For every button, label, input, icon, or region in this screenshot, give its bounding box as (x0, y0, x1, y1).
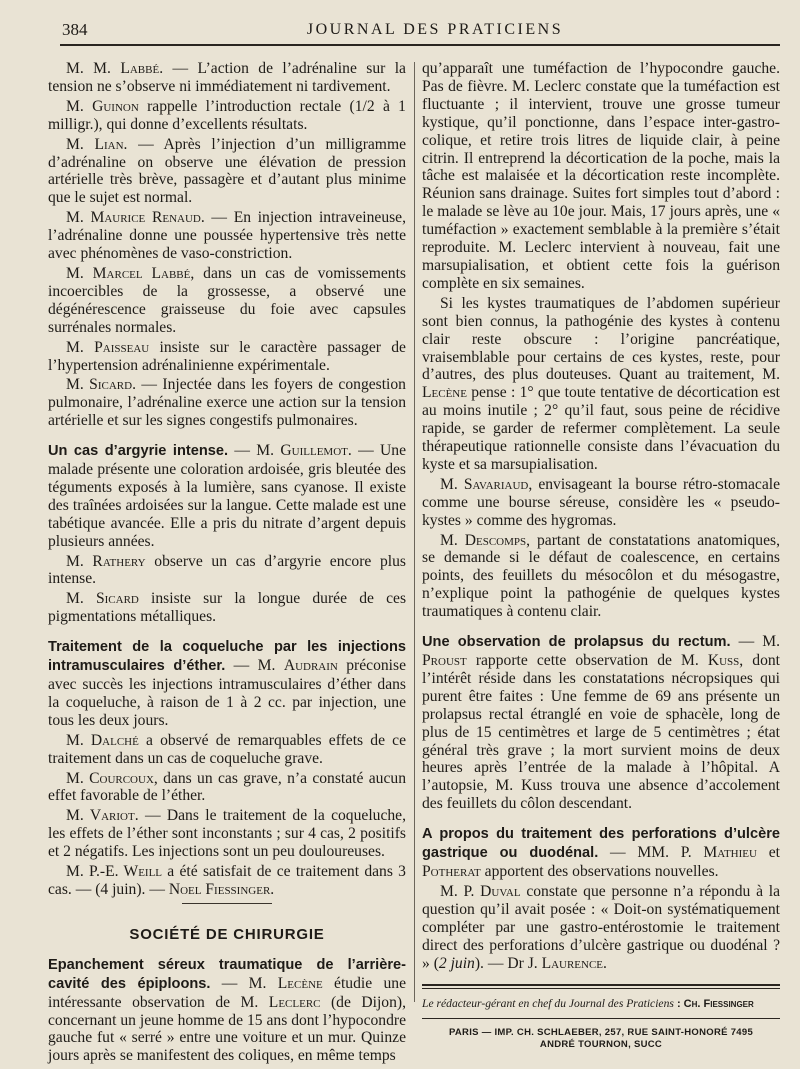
editor-line: Le rédacteur-gérant en chef du Journal des Praticiens : Ch. Fiessinger (422, 997, 754, 1011)
author-signature: Noel Fiessinger. (168, 880, 275, 898)
date: 2 juin (438, 954, 475, 972)
article-title: Un cas d’argyrie intense. (48, 443, 229, 460)
paragraph: M. Descomps, partant de constatations anatomiques, se demande si le défaut de coalescence, en certains points, des feuillets du mésocôlon et du mésogastre, n’explique point la pathogénie de quelques kystes traumatiques à contenu clair. (422, 531, 780, 621)
speaker-name: M. Rathery (66, 552, 146, 570)
speaker-name: M. Savariaud, (440, 475, 533, 493)
printer-imprint: PARIS — IMP. CH. SCHLAEBER, 257, RUE SAINT-HONORÉ 7495 ANDRÉ TOURNON, SUCC (448, 1027, 754, 1051)
paragraph: M. Guinon rappelle l’introduction rectale (1/2 à 1 milligr.), qui donne d’excellents résultats. (48, 97, 406, 133)
speaker-name: Lecène (277, 974, 323, 992)
speaker-name: M. P. Duval (440, 882, 521, 900)
section-title: SOCIÉTÉ DE CHIRURGIE (129, 925, 325, 943)
paragraph: M. Maurice Renaud. — En injection intraveineuse, l’adrénaline donne une poussée hypertensive très nette avec phénomènes de vaso-constriction. (48, 209, 406, 263)
paragraph: M. Rathery observe un cas d’argyrie encore plus intense. (48, 552, 406, 588)
article-title: A propos du traitement des perforations d’ulcère gastrique ou duodénal. (422, 826, 780, 862)
speaker-name: Mathieu (703, 844, 757, 862)
column-divider (414, 62, 415, 1002)
paragraph: M. Lian. — Après l’injection d’un milligramme d’adrénaline on observe une élévation de pression artérielle très brève, passagère et d’autant plus minime que le sujet est normal. (48, 135, 406, 207)
paragraph: qu’apparaît une tuméfaction de l’hypocondre gauche. Pas de fièvre. M. Leclerc constate que la tuméfaction est fluctuante ; il intervient, trouve une grosse tumeur kystique, qu’il ponctionne, dans l’espace inter-gastro-colique, et retire trois litres de liquide clair, à peine citrin. Il entreprend la décortication de la poche, mais la tâche est malaisée et la décortication reste incomplète. Réunion sans drainage. Suites fort simples tout d’abord : le malade se lève au 10e jour. Mais, 17 jours après, une « tuméfaction » exactement semblable à la première s’était reproduite. M. Leclerc intervient à nouveau, fait une marsupialisation, et obtient cette fois la guérison complète en six semaines. (422, 60, 780, 292)
separator-rule (182, 903, 272, 904)
speaker-name: Kuss, (707, 652, 744, 669)
speaker-name: M. Lian. (66, 135, 128, 153)
paragraph: M. Courcoux, dans un cas grave, n’a constaté aucun effet favorable de l’éther. (48, 769, 406, 805)
paragraph: M. M. Labbé. — L’action de l’adrénaline sur la tension ne s’observe ni immédiatement ni tardivement. (48, 60, 406, 95)
article-title: Une observation de prolapsus du rectum. (422, 634, 731, 651)
paragraph: M. Dalché a observé de remarquables effets de ce traitement dans un cas de coqueluche grave. (48, 731, 406, 767)
speaker-name: M. Sicard (66, 590, 139, 608)
article-paragraph: Traitement de la coqueluche par les injections intramusculaires d’éther. — M. Audrain préconise avec succès les injections intramusculaires d’éther dans la coqueluche, à raison de 1 à 2 cc. par injection, une tous les deux jours. (48, 639, 406, 729)
speaker-name: M. Marcel Labbé, (66, 264, 195, 282)
editor-name: : Ch. Fiessinger (673, 998, 754, 1011)
speaker-name: M. Courcoux, (66, 769, 158, 787)
speaker-name: Guillemot. (280, 442, 352, 460)
header-rule (60, 44, 780, 46)
paragraph: M. Sicard. — Injectée dans les foyers de congestion pulmonaire, l’adrénaline exerce une action sur la tension artérielle et sur les signes congestifs pulmonaires. (48, 376, 406, 430)
speaker-name: M. Descomps, (440, 531, 531, 549)
speaker-name: M. Variot. (66, 807, 139, 825)
speaker-name: Audrain (283, 657, 338, 675)
journal-name: Journal des Praticiens (568, 997, 674, 1011)
article-paragraph: Un cas d’argyrie intense. — M. Guillemot. — Une malade présente une coloration ardoisée, gris bleutée des téguments exposés à la lumière, sans cyanose. Il existe des traînées ardoisées sur la langue. Cette malade est une tabétique avancée. Elle a pris du nitrate d’argent depuis plusieurs années. (48, 442, 406, 550)
speaker-name: Potherat (422, 862, 481, 880)
article-title: Traitement de la coqueluche par les injections intramusculaires d’éther. (48, 639, 406, 675)
paragraph: M. Sicard insiste sur la longue durée de ces pigmentations métalliques. (48, 590, 407, 626)
journal-title: JOURNAL DES PRATICIENS (306, 21, 564, 38)
footer-rule (422, 984, 780, 986)
left-column (48, 60, 406, 1067)
speaker-name: Lecène (422, 384, 467, 402)
speaker-name: M. Sicard. (66, 376, 136, 394)
paragraph: M. P.-E. Weill a été satisfait de ce traitement dans 3 cas. — (4 juin). — Noel Fiessinger. (48, 863, 406, 898)
paragraph: M. Paisseau insiste sur le caractère passager de l’hypertension adrénalinienne expérimentale. (48, 338, 406, 374)
paragraph: M. P. Duval constate que personne n’a répondu à la question qu’il avait posée : « Doit-on systématiquement compléter par une gastro-entérostomie le traitement direct des perforations d’ulcère gastrique ou duodénal ? » (2 juin). — Dr J. Laurence. (422, 882, 781, 972)
right-column (422, 60, 780, 1051)
paragraph: M. Variot. — Dans le traitement de la coqueluche, les effets de l’éther sont inconstants ; sur 4 cas, 2 positifs et 2 négatifs. Les injections sont un peu douloureuses. (48, 807, 406, 861)
speaker-name: M. Dalché (66, 731, 139, 749)
speaker-name: M. M. Labbé. (66, 60, 164, 77)
speaker-name: Proust (422, 652, 467, 669)
article-paragraph: Epanchement séreux traumatique de l’arrière-cavité des épiploons. — M. Lecène étudie une intéressante observation de M. Leclerc (de Dijon), concernant un jeune homme de 15 ans dont l’hypocondre gauche fut « serré » entre une voiture et un mur. Quinze jours après se manifestent des coliques, en même temps (48, 956, 406, 1065)
article-title: Epanchement séreux traumatique de l’arrière-cavité des épiploons. (48, 956, 406, 992)
paragraph: M. Savariaud, envisageant la bourse rétro-stomacale comme une bourse séreuse, considère les « pseudo-kystes » comme des hygromas. (422, 475, 780, 529)
page-number: 384 (62, 20, 88, 39)
article-paragraph: A propos du traitement des perforations d’ulcère gastrique ou duodénal. — MM. P. Mathieu et Potherat apportent des observations nouvelles. (422, 826, 780, 880)
speaker-name: M. Maurice Renaud. (66, 209, 205, 227)
article-paragraph: Une observation de prolapsus du rectum. — M. Proust rapporte cette observation de M. Kuss, dont l’intérêt réside dans les constatations nécropsiques qui purent être faites : Une femme de 69 ans présente un prolapsus rectal étranglé en voie de sphacèle, long de plus de 15 centimètres et large de 5 centimètres ; état général très grave ; la mort survient moins de deux heures après l’entrée de la malade à l’hôpital. A l’autopsie, M. Kuss trouva une absence d’accolement des feuillets du côlon descendant. (422, 633, 780, 813)
speaker-name: M. Paisseau (66, 338, 150, 356)
paragraph: M. Marcel Labbé, dans un cas de vomissements incoercibles de la grossesse, a observé une dégénérescence graisseuse du foie avec capsules surrénales normales. (48, 264, 406, 336)
paragraph: Si les kystes traumatiques de l’abdomen supérieur sont bien connus, la pathogénie des kystes à contenu clair reste obscure : l’origine pancréatique, vraisemblable pour certains de ces kystes, reste, pour d’autres, des plus douteuses. Quant au traitement, M. Lecène pense : 1° que toute tentative de décortication est au moins inutile ; 2° qu’il faut, sous peine de récidive rapide, se garder de refermer complètement. La seule thérapeutique rationnelle consiste dans l’évacuation du kyste et sa marsupialisation. (422, 294, 780, 473)
speaker-name: Leclerc (268, 993, 321, 1011)
printer-rule (422, 1018, 780, 1019)
author-signature: Laurence. (541, 954, 607, 972)
speaker-name: M. Guinon (66, 97, 139, 115)
speaker-name: M. P.-E. Weill (66, 863, 163, 881)
